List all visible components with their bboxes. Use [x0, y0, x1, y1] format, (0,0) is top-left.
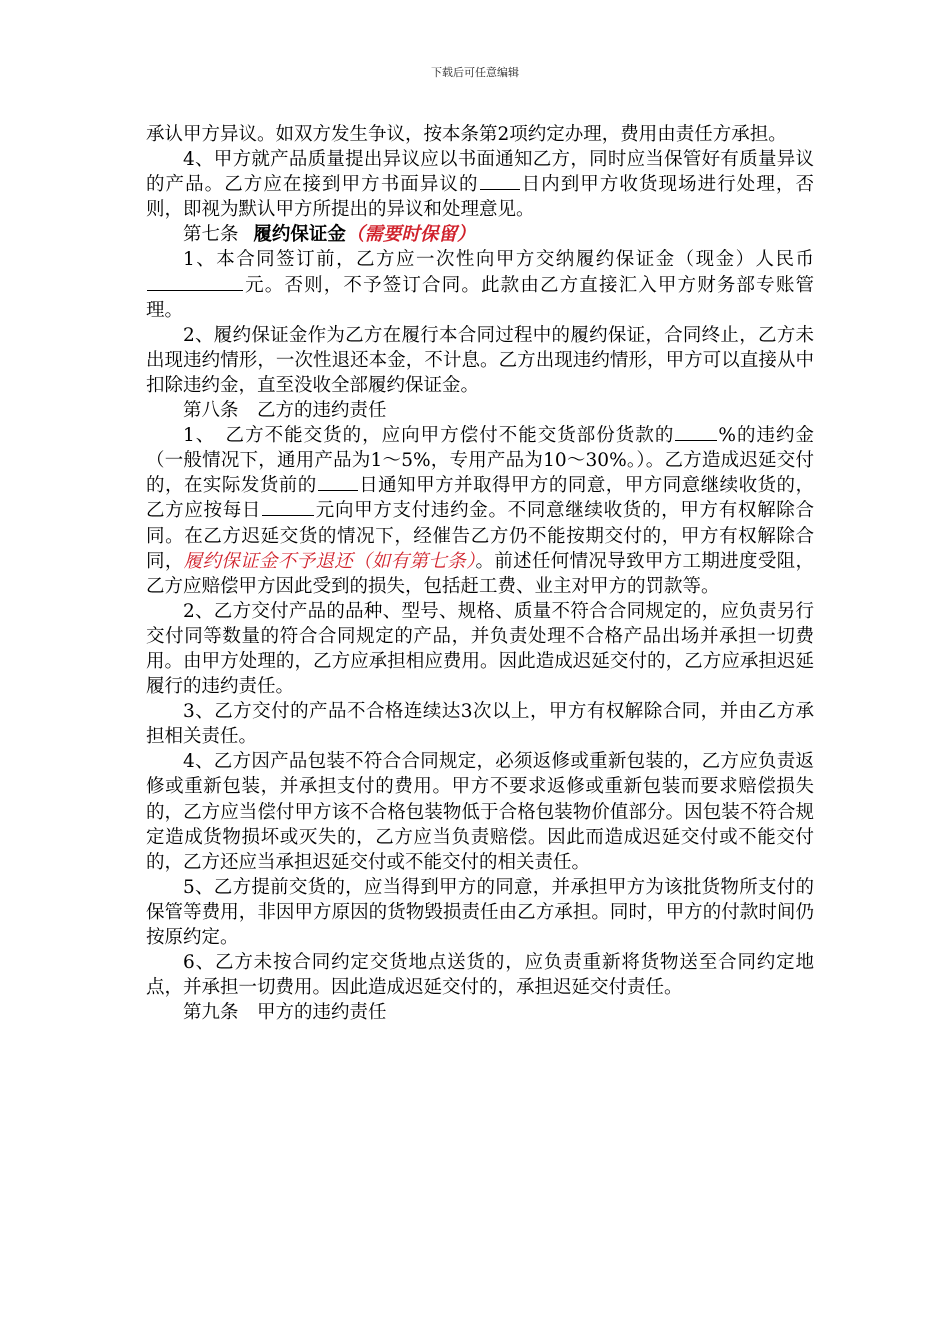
section-7-title: 履约保证金	[253, 224, 346, 246]
section-8-clause-5: 5、乙方提前交货的，应当得到甲方的同意，并承担甲方为该批货物所支付的保管等费用，非因甲方原因的货物毁损责任由乙方承担。同时，甲方的付款时间仍按原约定。	[146, 876, 814, 948]
paragraph-objection-continued: 承认甲方异议。如双方发生争议，按本条第2项约定办理，费用由责任方承担。	[146, 124, 787, 145]
section-8-clause-4: 4、乙方因产品包装不符合合同规定，必须返修或重新包装的，乙方应负责返修或重新包装，并承担支付的费用。甲方不要求返修或重新包装而要求赔偿损失的，乙方应当偿付甲方该不合格包装物低于合格包装物价值部分。因包装不符合规定造成货物损坏或灭失的，乙方应当负责赔偿。因此而造成迟延交付或不能交付的，乙方还应当承担迟延交付或不能交付的相关责任。	[146, 751, 814, 873]
section-7-note: （需要时保留）	[345, 224, 476, 246]
section-9-heading: 第九条 甲方的违约责任	[183, 1002, 387, 1024]
section-8-clause-2: 2、乙方交付产品的品种、型号、规格、质量不符合合同规定的，应负责另行交付同等数量的符合合同规定的产品，并负责处理不合格产品出场并承担一切费用。由甲方处理的，乙方应承担相应费用。因此造成迟延交付的，乙方应承担迟延履行的违约责任。	[146, 600, 814, 698]
section-7-clause-2: 2、履约保证金作为乙方在履行本合同过程中的履约保证，合同终止，乙方未出现违约情形，一次性退还本金，不计息。乙方出现违约情形，甲方可以直接从中扣除违约金，直至没收全部履约保证金。	[146, 324, 814, 396]
blank-deposit-amount	[147, 274, 243, 291]
section-8-clause-3: 3、乙方交付的产品不合格连续达3次以上，甲方有权解除合同，并由乙方承担相关责任。	[146, 701, 814, 748]
page-header: 下载后可任意编辑	[431, 66, 519, 79]
blank-daily-penalty	[262, 499, 314, 516]
blank-days-field	[480, 173, 520, 190]
section-8-clause-1: 1、 乙方不能交货的，应向甲方偿付不能交货部份货款的 %的违约金（一般情况下，通用产品为1～5%，专用产品为10～30%。）。乙方造成迟延交付的，在实际发货前的 日通知甲方并取得甲方的同意，甲方同意继续收货的，乙方应按每日 元向甲方支付违约金。不同意继续收货的，甲方有权解除合同。在乙方迟延交货的情况下，经催告乙方仍不能按期交付的，甲方有权解除合同，履约保证金不予退还（如有第七条）。前述任何情况导致甲方工期进度受阻，乙方应赔偿甲方因此受到的损失，包括赶工费、业主对甲方的罚款等。	[146, 425, 814, 597]
section-7-label: 第七条	[183, 224, 239, 246]
paragraph-quality-objection: 4、甲方就产品质量提出异议应以书面通知乙方，同时应当保管好有质量异议的产品。乙方应在接到甲方书面异议的 日内到甲方收货现场进行处理，否则，即视为默认甲方所提出的异议和处理意见。	[146, 149, 814, 221]
blank-penalty-percent	[675, 424, 717, 441]
section-7-clause-1: 1、本合同签订前，乙方应一次性向甲方交纳履约保证金（现金）人民币元。否则，不予签订合同。此款由乙方直接汇入甲方财务部专账管理。	[146, 249, 814, 321]
document-body	[146, 122, 814, 1025]
section-8-clause-6: 6、乙方未按合同约定交货地点送货的，应负责重新将货物送至合同约定地点，并承担一切费用。因此造成迟延交付的，承担迟延交付责任。	[146, 952, 814, 999]
section-7-heading	[146, 222, 814, 247]
section-8-heading: 第八条 乙方的违约责任	[183, 400, 387, 422]
blank-notice-days	[318, 474, 358, 491]
deposit-not-refunded-note: 履约保证金不予退还（如有第七条）	[183, 550, 476, 572]
